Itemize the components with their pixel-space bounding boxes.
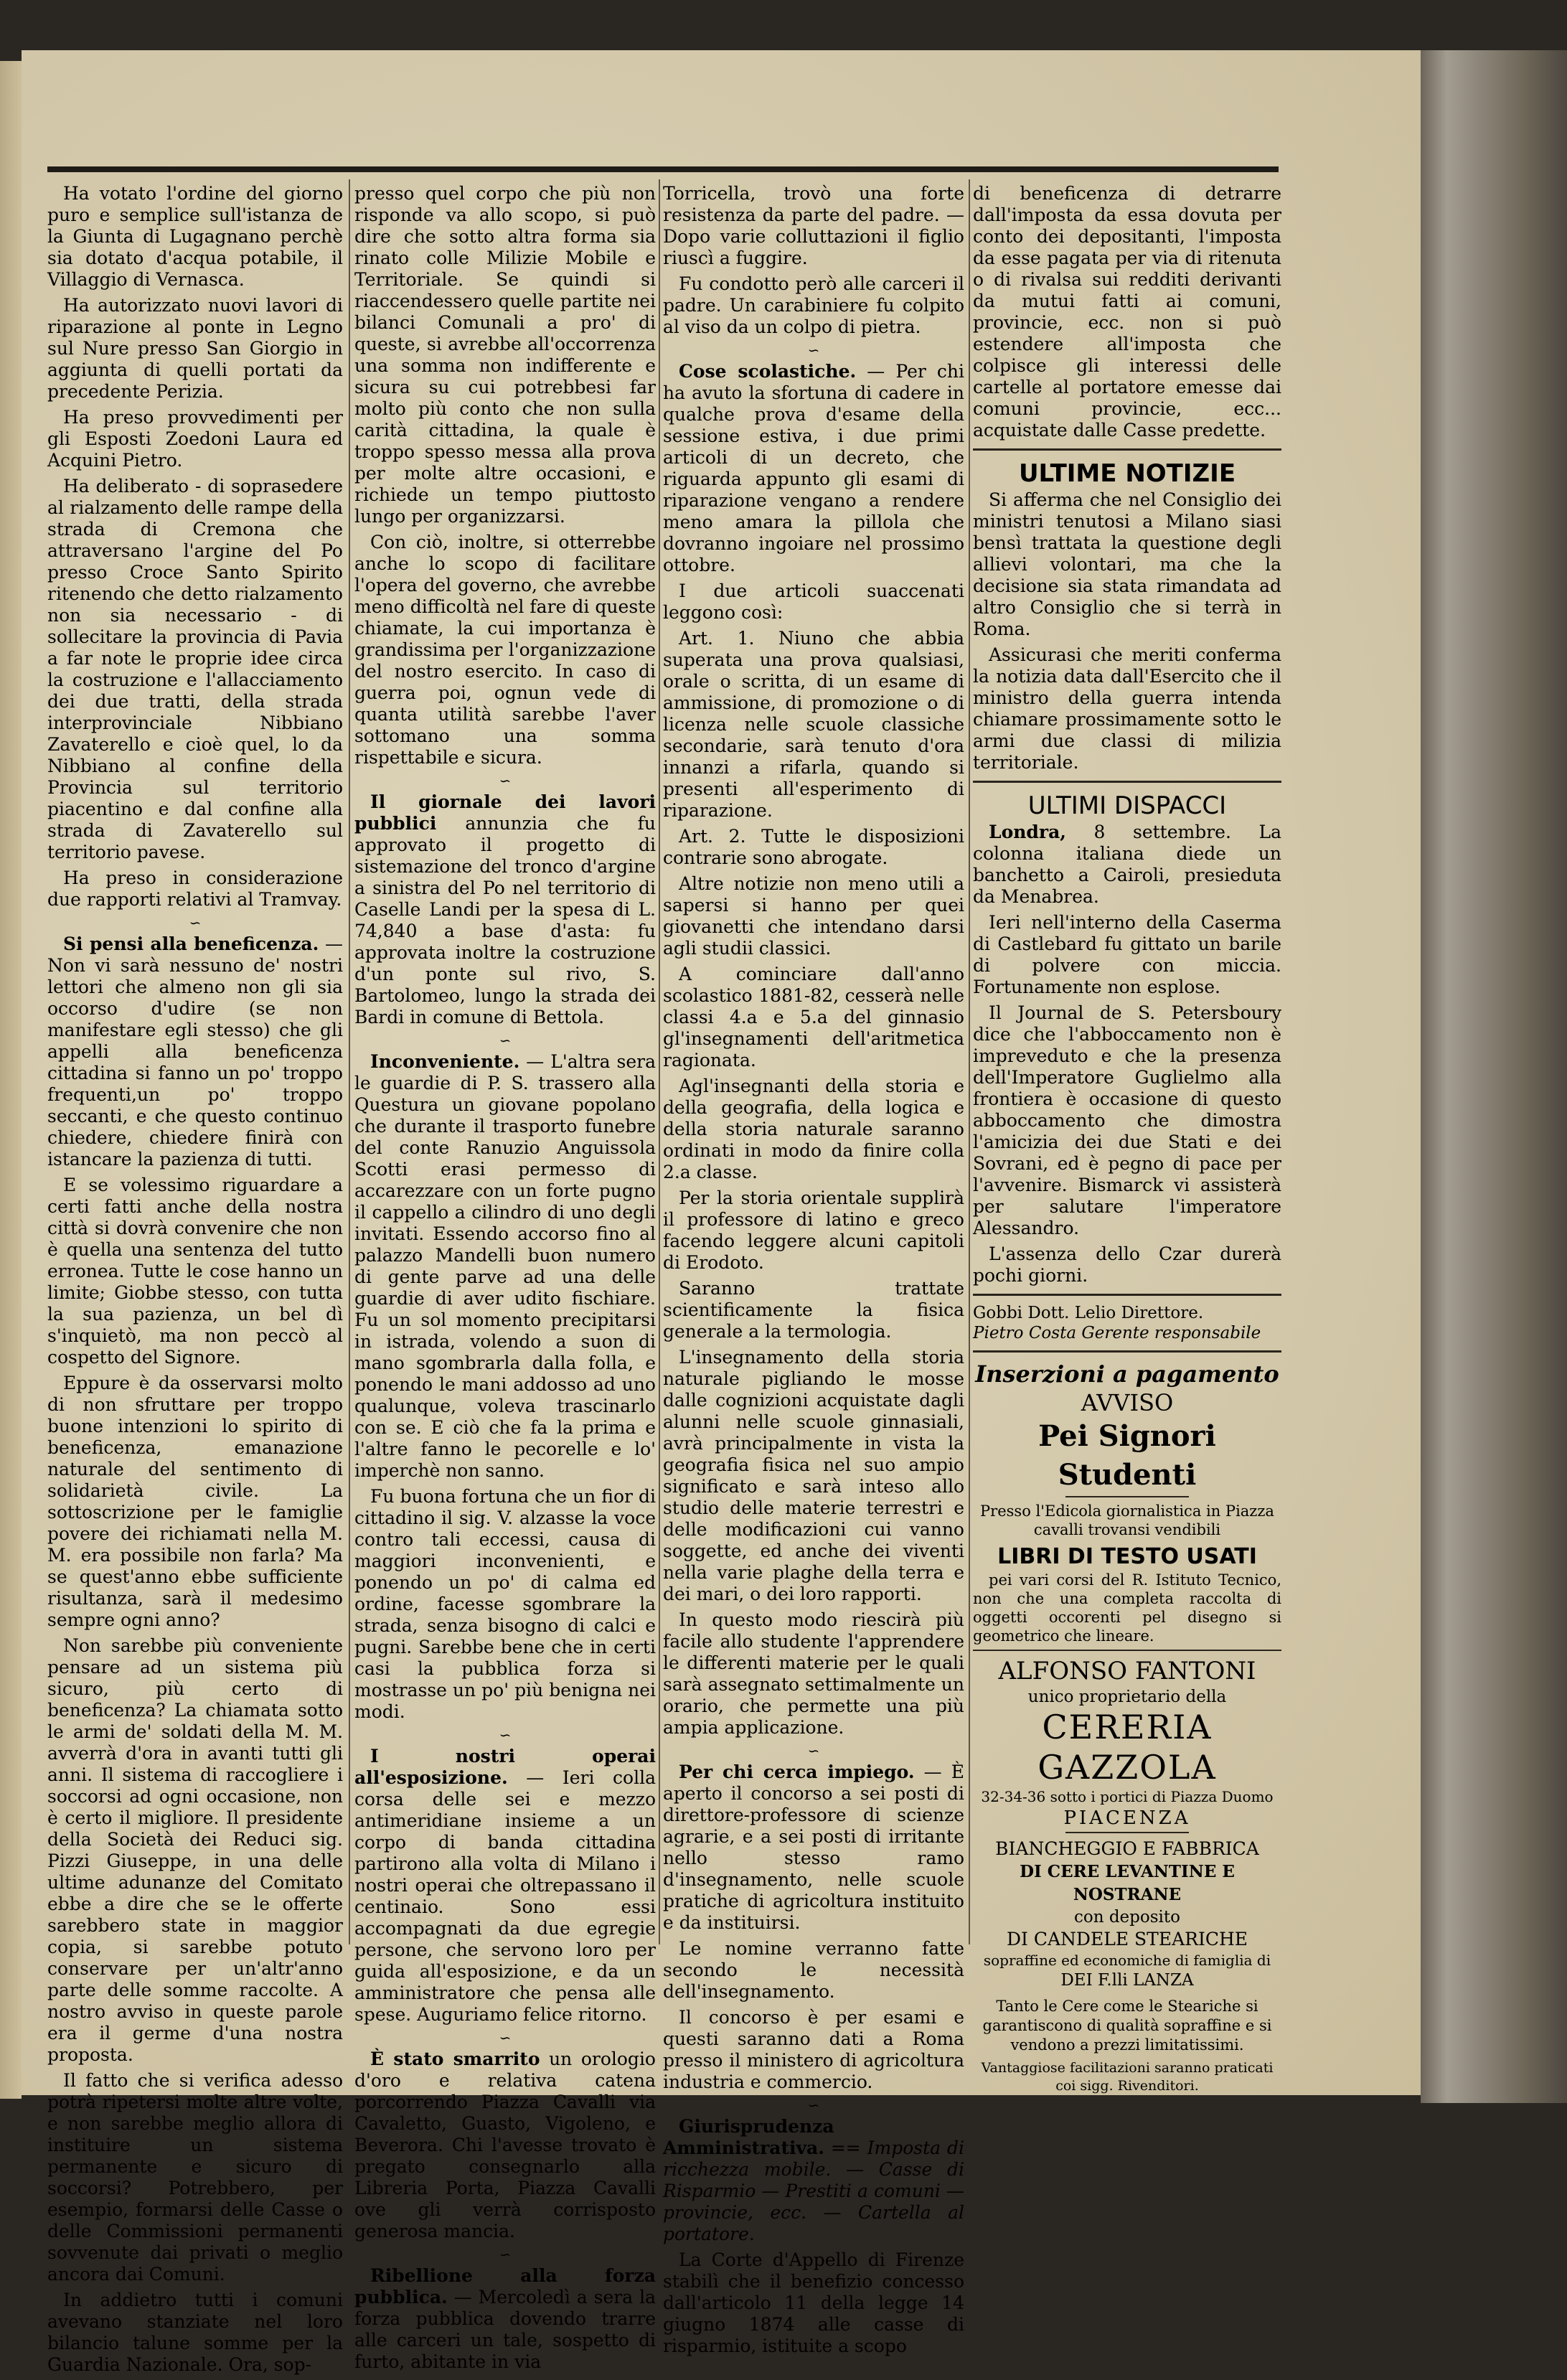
paragraph: Saranno trattate scientificamente la fisica generale a la termologia. (663, 1278, 964, 1342)
ornament-divider: ∽ (807, 342, 820, 359)
section-rule (973, 781, 1281, 783)
section-rule (973, 1350, 1281, 1353)
ad-business: CERERIA GAZZOLA (1037, 1708, 1217, 1787)
section-rule (973, 1294, 1281, 1296)
article-smarrito: È stato smarrito un orologio d'oro e relativa catena porcorrendo Piazza Cavalli via Cavaletto, Guasto, Vigoleno, e Beverora. Chi l'avesse trovato è pregato consegnarlo alla Libreria Porta, Piazza Cavalli ove gli verrà corrisposto generosa mancia. (354, 2049, 656, 2242)
dispatch-london: Londra, 8 settembre. La colonna italiana diede un banchetto a Cairoli, presieduta da Menabrea. (973, 822, 1281, 907)
article-scolastiche: Cose scolastiche. — Per chi ha avuto la sfortuna di cadere in qualche prova d'esame della sessione estiva, i due primi articoli di un decreto, che riguarda appunto gli esami di riparazione vengano a rendere meno amara la pillola che dovranno ingoiare nel prossimo ottobre. (663, 361, 965, 575)
paragraph: di beneficenza di detrarre dall'imposta da essa dovuta per conto dei depositanti, l'imposta da esse pagata per via di ritenuta o di rivalsa sui redditi derivanti da mutui fatti ai comuni, provincie, ecc. non si può estendere all'imposta che colpisce gli interessi delle cartelle al portatore emesse dai comuni provincie, ecc... acquistate dalle Casse predette. (973, 183, 1281, 441)
paragraph: Ha deliberato - di soprasedere al rialzamento delle rampe della strada di Cremona che attraversano l'argine del Po presso Croce Santo Spirito ritenendo che detto rialzamento non sia necessario - di sollecitare la provincia di Pavia a far note le proprie idee circa la costruzione e l'allacciamento dei due tratti, della strada interprovinciale Nibbiano Zavaterello e cioè quel, lo da Nibbiano al confine della Provincia sul territorio piacentino e dal confine alla strada di Zavaterello sul territorio pavese. (47, 476, 343, 862)
paragraph: Art. 1. Niuno che abbia superata una prova qualsiasi, orale o scritta, di un esame di ammissione, di promozione o di licenza nelle scuole classiche secondarie, sarà tenuto d'ora innanzi a rifarla, quando si presenti all'esperimento di riparazione. (663, 628, 964, 821)
ad-headline: LIBRI DI TESTO USATI (997, 1544, 1257, 1569)
column-3 (663, 183, 964, 2361)
adjacent-page-edge (0, 61, 22, 2099)
ad-text: DI CERE LEVANTINE E NOSTRANE (1020, 1862, 1235, 1904)
ornament-divider: ∽ (499, 1726, 512, 1744)
ad-text: pei vari corsi del R. Istituto Tecnico, non che una completa raccolta di oggetti occorenti pel disegno si geometrico che lineare. (973, 1571, 1281, 1645)
paragraph: Fu buona fortuna che un fior di cittadino il sig. V. alzasse la voce contro tali eccessi, causa di maggiori inconvenienti, e ponendo un po' di calma ed ordine, facesse sgombrare la strada, senza bisogno di calci e pugni. Sarebbe bene che in certi casi la pubblica forza si mostrasse un po' più benigna nei modi. (354, 1486, 656, 1722)
column-2 (354, 183, 656, 2377)
article-heading: Giurisprudenza Amministrativa. (663, 2116, 834, 2158)
article-inconveniente: Inconveniente. — L'altra sera le guardie di P. S. trassero alla Questura un giovane popolano che durante il trasporto funebre del conte Ranuzio Anguissola Scotti erasi permesso di accarezzare con un forte pugno il cappello a cilindro di uno degli invitati. Essendo accorso fino al palazzo Mandelli buon numero di gente parve ad una delle guardie di aver udito fischiare. Fu un sol momento precipitarsi in istrada, volendo a suon di mano sgombrarla dalla folla, e ponendo le mani addosso ad uno qualunque, voleva trascinarlo con se. E ciò che fa la prima e l'altre fanno le pecorelle e lo' imperchè non sanno. (354, 1051, 656, 1481)
paragraph: Il Journal de S. Petersboury dice che l'abboccamento non è impreveduto e che la presenza dell'Imperatore Guglielmo alla frontiera è occasione di questo abboccamento che dimostra l'amicizia dei due Stati e dei Sovrani, ed è pegno di pace per l'avvenire. Bismarck vi assisterà per salutare l'imperatore Alessandro. (973, 1002, 1281, 1238)
article-heading: Si pensi alla beneficenza. (63, 933, 319, 954)
paragraph: Ha votato l'ordine del giorno puro e semplice sull'istanza de la Giunta di Lugagnano perchè sia dotato d'acqua potabile, il Villaggio di Vernasca. (47, 183, 343, 290)
paragraph: Assicurasi che meriti conferma la notizia data dall'Esercito che il ministro della guerra intenda chiamare prossimamente sotto le armi due classi di milizia territoriale. (973, 644, 1281, 773)
ad-text: Tanto le Cere come le Steariche si garantiscono di qualità sopraffine e si vendono a prezzi limitatissimi. (982, 1998, 1272, 2054)
paragraph: L'assenza dello Czar durerà pochi giorni. (973, 1243, 1281, 1286)
paragraph: Il fatto che si verifica adesso potrà ripetersi molte altre volte, e non sarebbe meglio allora di instituire un sistema permanente e sicuro di soccorsi? Potrebbero, per esempio, formarsi delle Casse o delle Commissioni permanenti sovvenute dai privati o meglio ancora dai Comuni. (47, 2070, 343, 2285)
signature-line: Gobbi Dott. Lelio Direttore. (973, 1304, 1204, 1322)
ad-text: Vantaggiose facilitazioni saranno praticati coi sigg. Rivenditori. (981, 2060, 1274, 2094)
ad-text: con deposito (1073, 1908, 1180, 1927)
column-rule (659, 179, 660, 1944)
paragraph: Il concorso è per esami e questi saranno dati a Roma presso il ministero di agricoltura industria e commercio. (663, 2007, 964, 2092)
page-content (22, 50, 1421, 2375)
article-heading: Inconveniente. (370, 1051, 520, 1072)
ornament-divider: ∽ (499, 772, 512, 789)
paragraph: E se volessimo riguardare a certi fatti anche della nostra città si dovrà convenire che non è quella una sentenza del tutto erronea. Tutte le cose hanno un limite; Giobbe stesso, con tutta la sua pazienza, un bel dì s'inquietò, ma non peccò al cospetto del Signore. (47, 1175, 343, 1368)
column-rule (969, 179, 970, 1944)
ad-address: 32-34-36 sotto i portici di Piazza Duomo (981, 1788, 1274, 1805)
ad-text: BIANCHEGGIO E FABBRICA (995, 1838, 1259, 1859)
article-heading: I nostri operai all'esposizione. (354, 1746, 656, 1788)
article-benef: Si pensi alla beneficenza. — Non vi sarà nessuno de' nostri lettori che almeno non gli sia occorso d'udire (se non manifestare egli stesso) che gli appelli alla beneficenza cittadina si fanno un po' troppo frequenti,un po' troppo seccanti, e che questo continuo chiedere, chiedere finirà con istancare la pazienza di tutti. (47, 933, 343, 1170)
paragraph: Per la storia orientale supplirà il professore di latino e greco facendo leggere alcuni capitoli di Erodoto. (663, 1187, 964, 1273)
paragraph: Ha preso provvedimenti per gli Esposti Zoedoni Laura ed Acquini Pietro. (47, 407, 343, 471)
article-lavori: Il giornale dei lavori pubblici annunzia che fu approvato il progetto di sistemazione del tronco d'argine a sinistra del Po nel territorio di Caselle Landi per la spesa di L. 74,840 a base d'asta: fu approvata inoltre la costruzione d'un ponte sul rivo, S. Bartolomeo, lungo la strada dei Bardi in comune di Bettola. (354, 791, 656, 1027)
paragraph: La Corte d'Appello di Firenze stabilì che il benefizio concesso dall'articolo 11 della legge 14 giugno 1874 alle casse di risparmio, istituite a scopo (663, 2249, 964, 2356)
top-rule (47, 166, 1279, 172)
article-impiego: Per chi cerca impiego. — È aperto il concorso a sei posti di direttore-professore di scienze agrarie, e a sei posti di irritante nello stesso ramo d'insegnamento, nelle scuole pratiche di agricoltura instituito e da instituirsi. (663, 1762, 964, 1933)
paragraph: I due articoli suaccenati leggono così: (663, 580, 964, 623)
paragraph: Si afferma che nel Consiglio dei ministri tenutosi a Milano siasi bensì trattata la questione degli allievi volontari, ma che la decisione sia stata rimandata ad altro Consiglio che si terrà in Roma. (973, 489, 1281, 639)
paragraph: A cominciare dall'anno scolastico 1881-82, cesserà nelle classi 4.a e 5.a del ginnasio gl'insegnamenti dell'aritmetica ragionata. (663, 964, 964, 1071)
paragraph: Eppure è da osservarsi molto di non sfruttare per troppo buone intenzioni lo spirito di beneficenza, emanazione naturale del sentimento di solidarietà civile. La sottoscrizione per le famiglie povere dei richiamati nella M. M. era possibile non farla? Ma se quest'anno ebbe sufficiente risultanza, sarà il medesimo sempre ogni anno? (47, 1373, 343, 1630)
column-1 (47, 183, 343, 2380)
section-rule (973, 448, 1281, 451)
ad-text: DI CANDELE STEARICHE (1007, 1929, 1248, 1949)
paragraph: In addietro tutti i comuni avevano stanziate nel loro bilancio talune somme per la Guardia Nazionale. Ora, sop- (47, 2290, 343, 2375)
article-giurisprudenza: Giurisprudenza Amministrativa. == Imposta di ricchezza mobile. — Casse di Risparmio — Prestiti a comuni — provincie, ecc. — Cartella al portatore. (663, 2116, 964, 2244)
ad-text: Presso l'Edicola giornalistica in Piazza cavalli trovansi vendibili (980, 1502, 1274, 1538)
paragraph: In questo modo riescirà più facile allo studente l'apprendere le differenti materie per le quali sarà assegnato settimalmente un orario, che permette una più ampia applicazione. (663, 1609, 964, 1738)
paragraph: Altre notizie non meno utili a sapersi si hanno per quei giovanetti che intendano darsi agli studii classici. (663, 873, 964, 959)
ad-text: sopraffine ed economiche di famiglia di (983, 1952, 1271, 1969)
paragraph: presso quel corpo che più non risponde va allo scopo, si può dire che sotto altra forma sia rinato colle Milizie Mobile e Territoriale. Se quindi si riaccendessero quelle partite nei bilanci Comunali a pro' di queste, si avrebbe all'occorrenza una somma non indifferente e sicura su cui potrebbesi far molto più conto che non sulla carità cittadina, la quale è troppo spesso messa alla prova per molte altre occasioni, e richiede un tempo piuttosto lungo per organizzarsi. (354, 183, 656, 527)
paragraph: Le nomine verranno fatte secondo le necessità dell'insegnamento. (663, 1938, 964, 2002)
ad-rule (1065, 1832, 1189, 1833)
paragraph: Fu condotto però alle carceri il padre. Un carabiniere fu colpito al viso da un colpo di pietra. (663, 273, 964, 337)
column-rule (349, 179, 350, 1944)
section-heading: ULTIMI DISPACCI (1027, 791, 1227, 820)
article-heading: Per chi cerca impiego. (679, 1762, 915, 1782)
ornament-divider: ∽ (499, 2029, 512, 2046)
ornament-divider: ∽ (807, 1742, 820, 1759)
ad-city: PIACENZA (1063, 1807, 1191, 1829)
signature-line: Pietro Costa Gerente responsabile (973, 1324, 1261, 1342)
column-4 (973, 183, 1281, 2099)
paragraph: Ieri nell'interno della Caserma di Castlebard fu gittato un barile di polvere con miccia. Fortunamente non esplose. (973, 912, 1281, 997)
ornament-divider: ∽ (499, 1032, 512, 1049)
article-heading: Cose scolastiche. (679, 361, 857, 382)
book-binding (1421, 50, 1567, 2103)
section-heading: ULTIME NOTIZIE (1018, 459, 1236, 488)
ad-name: ALFONSO FANTONI (998, 1657, 1256, 1685)
ad-rule (973, 1650, 1281, 1651)
ornament-divider: ∽ (189, 914, 202, 931)
paragraph: L'insegnamento della storia naturale pigliando le mosse dalle cognizioni acquistate dagli alunni nelle scuole ginnasiali, avrà principalmente in vista la geografia fisica nel suo ampio significato e sarà inteso allo studio delle materie terrestri e delle modificazioni cui vanno soggette, ed anche dei viventi nella varie plaghe della terra e dei mari, o dei loro rapporti. (663, 1347, 964, 1604)
article-operai: I nostri operai all'esposizione. — Ieri colla corsa delle sei e mezzo antimeridiane insieme a un corpo di banda cittadina partirono alla volta di Milano i nostri operai che oltrepassano il centinaio. Sono essi accompagnati da due egregie persone, che servono loro per guida all'esposizione, e da un amministratore che pensa alle spese. Auguriamo felice ritorno. (354, 1746, 656, 2025)
ad-text: DEI F.lli LANZA (1060, 1971, 1194, 1990)
ad-notice: AVVISO (1081, 1389, 1174, 1416)
ads-title: Inserzioni a pagamento (975, 1360, 1279, 1388)
paragraph: Art. 2. Tutte le disposizioni contrarie sono abrogate. (663, 826, 964, 868)
article-heading: È stato smarrito (370, 2049, 540, 2069)
paragraph: Con ciò, inoltre, si otterrebbe anche lo scopo di facilitare l'opera del governo, che avrebbe meno difficoltà nel fare di queste chiamate, la cui importanza è grandissima per l'organizzazione del nostro esercito. In caso di guerra poi, ognun vede di quanta utilità sarebbe l'aver sottomano una somma rispettabile e sicura. (354, 532, 656, 768)
ad-rule (1065, 1496, 1189, 1497)
paragraph: Non sarebbe più conveniente pensare ad un sistema più sicuro, più certo di beneficenza? La chiamata sotto le armi de' soldati della M. M. avverrà d'ora in avanti tutti gli anni. Il sistema di raccogliere i soccorsi ad ogni occasione, non è certo il migliore. Il presidente della Società dei Reduci sig. Pizzi Giuseppe, in una delle ultime adunanze del Comitato ebbe a dire che se le offerte sarebbero state in maggior copia, si sarebbe potuto conservare per un'altr'anno parte delle somme raccolte. A nostro avviso in queste parole era il germe d'una nostra proposta. (47, 1635, 343, 2065)
paragraph: Torricella, trovò una forte resistenza da parte del padre. — Dopo varie colluttazioni il figlio riuscì a fuggire. (663, 183, 964, 268)
paragraph: Agl'insegnanti della storia e della geografia, della logica e della storia naturale saranno ordinati in modo da finire colla 2.a classe. (663, 1076, 964, 1182)
ad-headline: Pei Signori Studenti (1038, 1419, 1216, 1492)
paragraph: Ha autorizzato nuovi lavori di riparazione al ponte in Legno sul Nure presso San Giorgio in aggiunta di quelli portati da precedente Perizia. (47, 295, 343, 402)
ornament-divider: ∽ (499, 2246, 512, 2263)
article-heading: Ribellione alla forza pubblica. (354, 2265, 656, 2308)
paragraph: Ha preso in considerazione due rapporti relativi al Tramvay. (47, 867, 343, 910)
ornament-divider: ∽ (807, 2097, 820, 2114)
article-ribellione: Ribellione alla forza pubblica. — Mercoledì a sera la forza pubblica dovendo trarre alle carceri un tale, sospetto di furto, abitante in via (354, 2265, 656, 2372)
ad-text: unico proprietario della (1027, 1688, 1227, 1706)
article-heading: Il giornale dei lavori pubblici (354, 791, 656, 834)
